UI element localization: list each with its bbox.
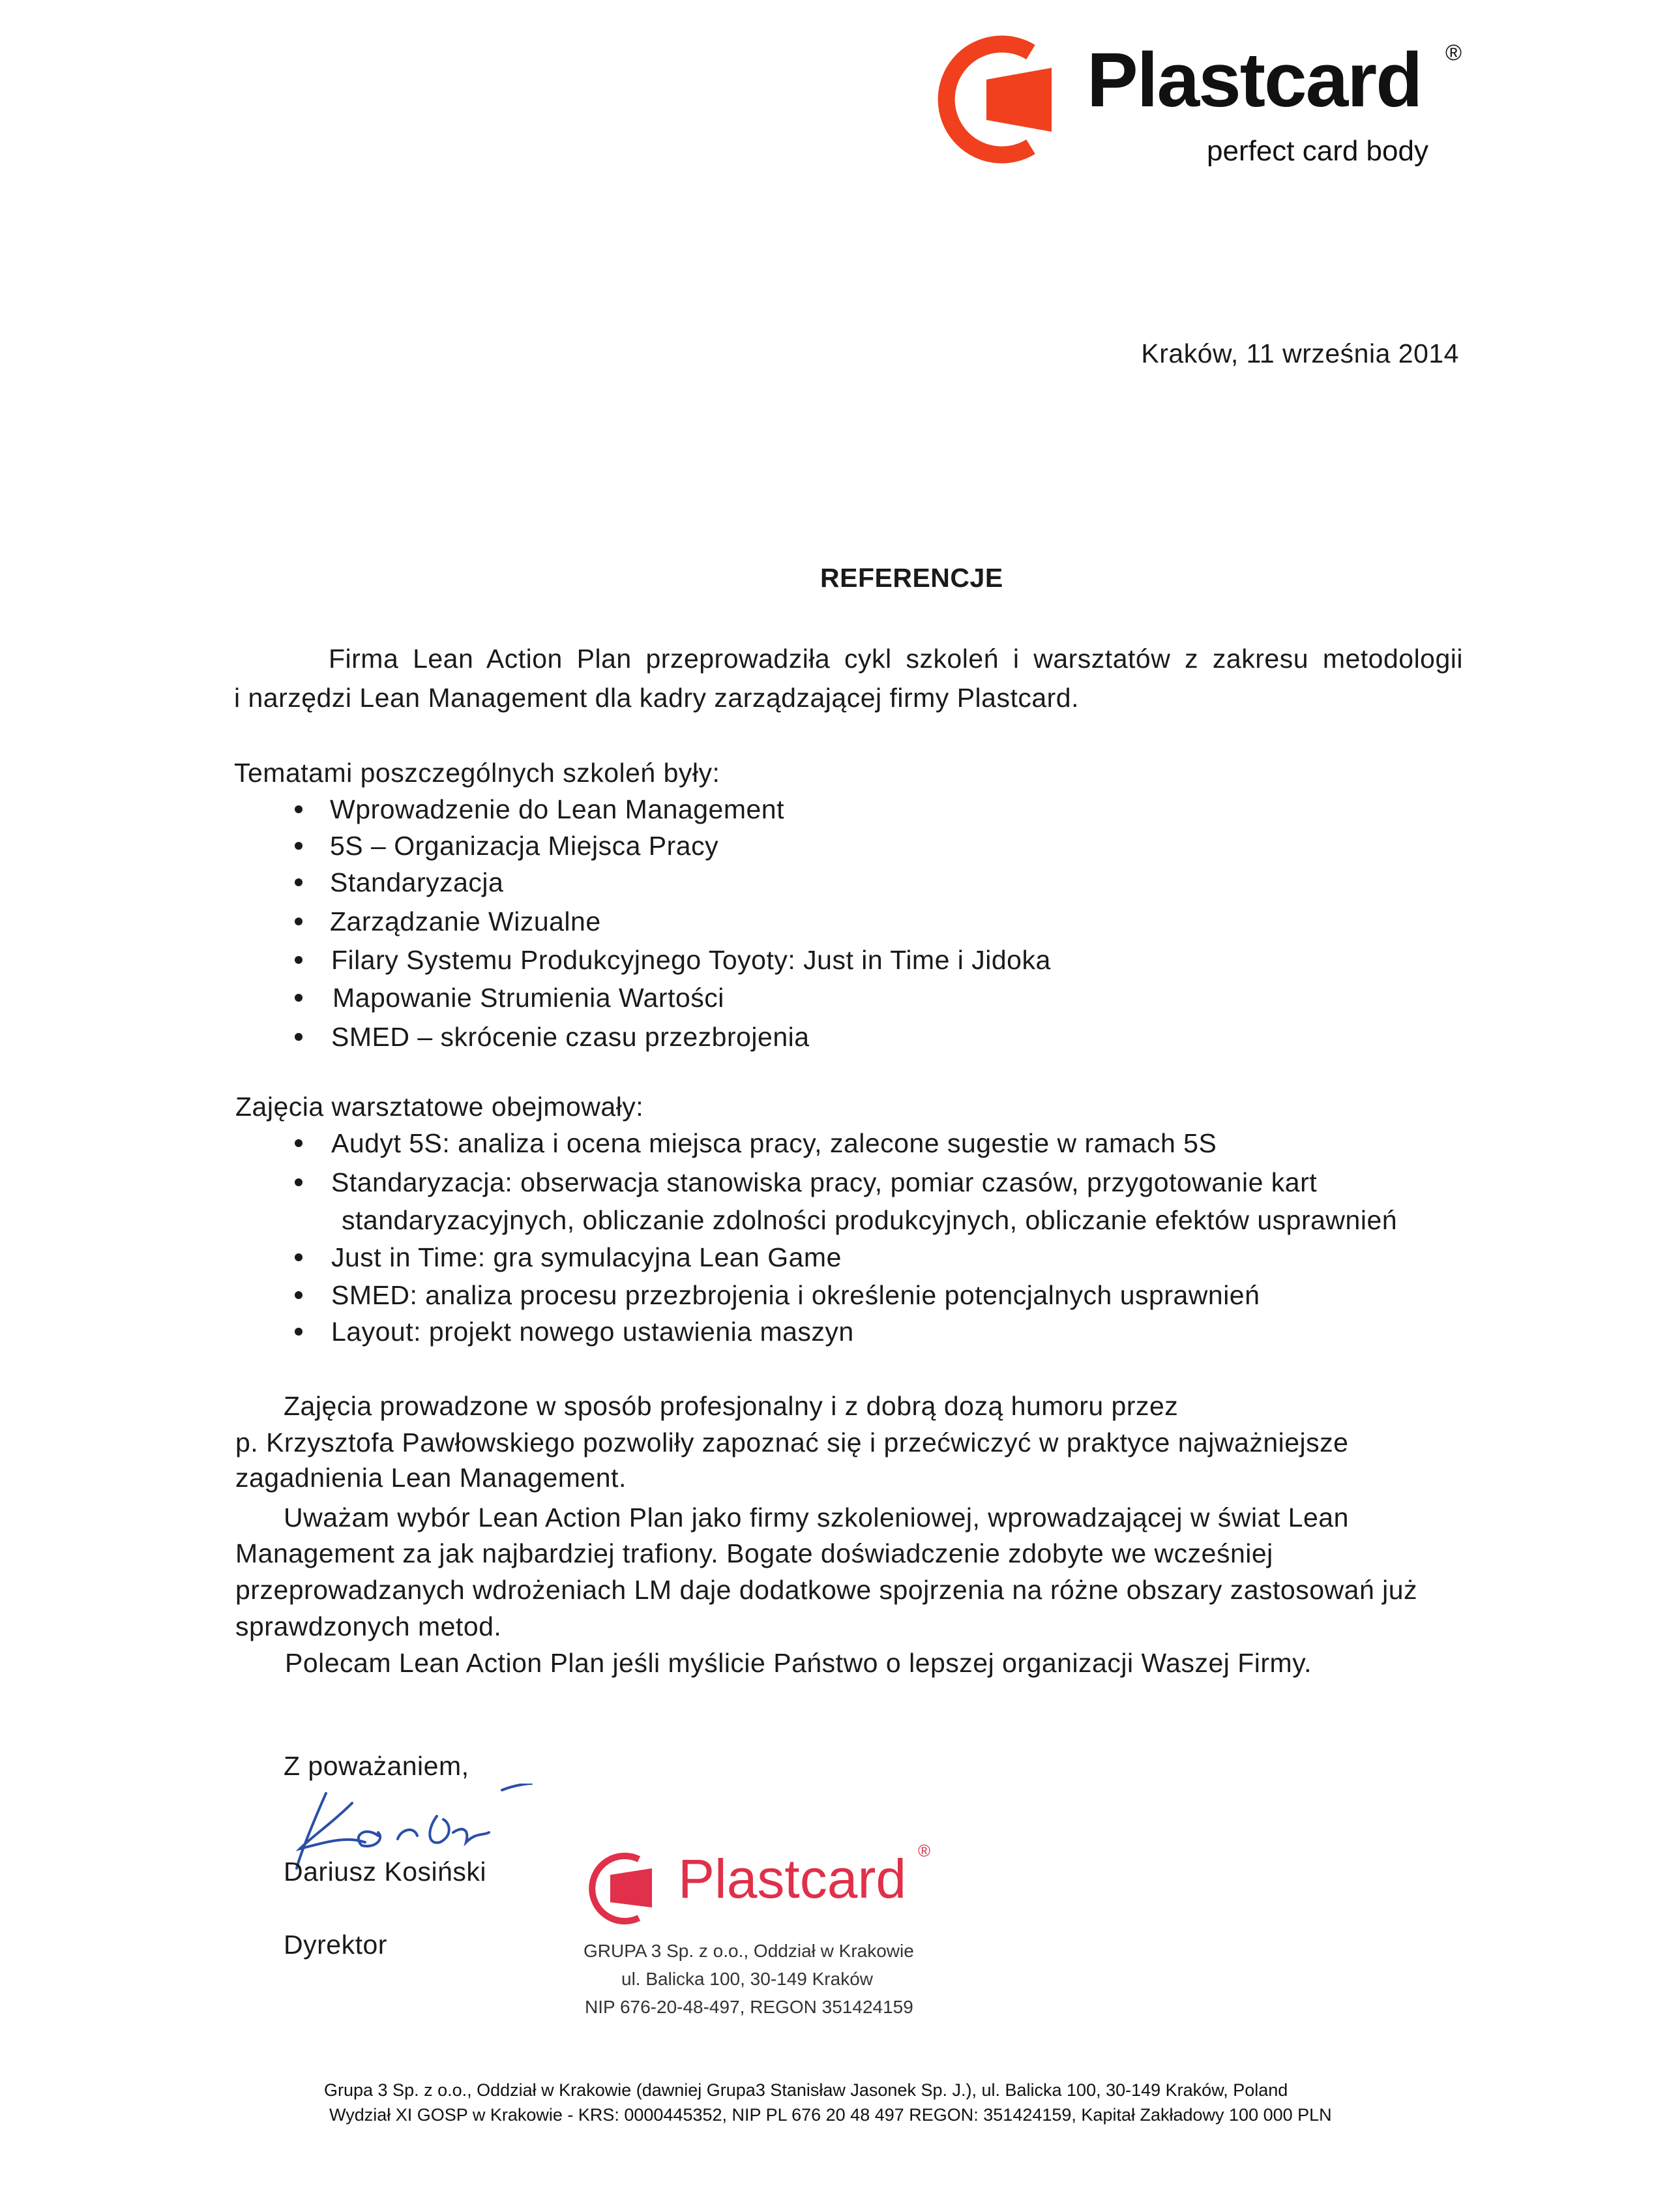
- list-item: SMED: analiza procesu przezbrojenia i określenie potencjalnych usprawnień: [331, 1280, 1260, 1310]
- stamp-registered-mark: ®: [918, 1841, 931, 1861]
- bullet: [295, 842, 303, 850]
- list-item: Just in Time: gra symulacyjna Lean Game: [331, 1242, 842, 1272]
- footer-line: Grupa 3 Sp. z o.o., Oddział w Krakowie (dawniej Grupa3 Stanisław Jasonek Sp. J.), ul. Balicka 100, 30-149 Kraków, Poland: [324, 2080, 1288, 2100]
- bullet: [295, 1253, 303, 1261]
- company-stamp: [574, 1836, 978, 2018]
- footer-line: Wydział XI GOSP w Krakowie - KRS: 0000445352, NIP PL 676 20 48 497 REGON: 351424159, Kapitał Zakładowy 100 000 PLN: [329, 2105, 1332, 2125]
- bullet: [295, 1139, 303, 1147]
- stamp-wordmark: Plastcard: [678, 1848, 907, 1909]
- paragraph-line: przeprowadzanych wdrożeniach LM daje dodatkowe spojrzenia na różne obszary zastosowań już: [235, 1575, 1418, 1605]
- list-item: Audyt 5S: analiza i ocena miejsca pracy, zalecone sugestie w ramach 5S: [331, 1128, 1217, 1158]
- signoff-greeting: Z poważaniem,: [284, 1751, 469, 1781]
- paragraph-line: Zajęcia prowadzone w sposób profesjonalny i z dobrą dozą humoru przez: [284, 1391, 1179, 1421]
- list-item: Mapowanie Strumienia Wartości: [332, 983, 724, 1013]
- paragraph-line: Polecam Lean Action Plan jeśli myślicie Państwo o lepszej organizacji Waszej Firmy.: [285, 1648, 1312, 1678]
- workshops-heading: Zajęcia warsztatowe obejmowały:: [235, 1092, 644, 1122]
- paragraph-line: Uważam wybór Lean Action Plan jako firmy szkoleniowej, wprowadzającej w świat Lean: [284, 1502, 1349, 1532]
- list-item: 5S – Organizacja Miejsca Pracy: [330, 831, 719, 861]
- paragraph-line: sprawdzonych metod.: [235, 1611, 502, 1641]
- list-item: Zarządzanie Wizualne: [330, 906, 601, 936]
- registered-mark: ®: [1445, 40, 1462, 65]
- bullet: [295, 1178, 303, 1186]
- paragraph-line: zagadnienia Lean Management.: [235, 1463, 627, 1493]
- list-item: Layout: projekt nowego ustawienia maszyn: [331, 1317, 854, 1347]
- bullet: [295, 878, 303, 886]
- topics-heading: Tematami poszczególnych szkoleń były:: [234, 758, 720, 788]
- list-item: Wprowadzenie do Lean Management: [330, 794, 784, 824]
- bullet: [295, 918, 303, 925]
- bullet: [295, 956, 303, 964]
- bullet: [295, 994, 303, 1002]
- list-item: Standaryzacja: [330, 867, 504, 897]
- letter-date: Kraków, 11 września 2014: [1141, 338, 1459, 368]
- stamp-line: NIP 676-20-48-497, REGON 351424159: [585, 1997, 913, 2017]
- list-item: Standaryzacja: obserwacja stanowiska pracy, pomiar czasów, przygotowanie kart: [331, 1167, 1318, 1197]
- signatory-role: Dyrektor: [284, 1930, 387, 1960]
- bullet: [295, 1291, 303, 1299]
- logo-wordmark: Plastcard: [1087, 37, 1422, 123]
- list-item-continuation: standaryzacyjnych, obliczanie zdolności produkcyjnych, obliczanie efektów usprawnień: [342, 1205, 1398, 1235]
- letter-title: REFERENCJE: [820, 563, 1003, 593]
- bullet: [295, 1328, 303, 1336]
- paragraph-line: p. Krzysztofa Pawłowskiego pozwoliły zapoznać się i przećwiczyć w praktyce najważniejsze: [235, 1427, 1349, 1457]
- list-item: Filary Systemu Produkcyjnego Toyoty: Just in Time i Jidoka: [331, 945, 1051, 975]
- intro-line: i narzędzi Lean Management dla kadry zarządzającej firmy Plastcard.: [234, 683, 1079, 713]
- signatory-name: Dariusz Kosiński: [284, 1857, 487, 1887]
- stamp-line: GRUPA 3 Sp. z o.o., Oddział w Krakowie: [583, 1941, 914, 1961]
- plastcard-logo-icon: [933, 33, 1063, 170]
- bullet: [295, 1033, 303, 1041]
- stamp-line: ul. Balicka 100, 30-149 Kraków: [621, 1969, 873, 1989]
- paragraph-line: Management za jak najbardziej trafiony. Bogate doświadczenie zdobyte we wcześniej: [235, 1538, 1273, 1568]
- bullet: [295, 805, 303, 813]
- intro-line: Firma Lean Action Plan przeprowadziła cykl szkoleń i warsztatów z zakresu metodologii: [329, 644, 1463, 674]
- list-item: SMED – skrócenie czasu przezbrojenia: [331, 1022, 810, 1052]
- logo-tagline: perfect card body: [1207, 135, 1428, 167]
- plastcard-logo: [933, 33, 1474, 173]
- stamp-logo-icon: [580, 1850, 672, 1928]
